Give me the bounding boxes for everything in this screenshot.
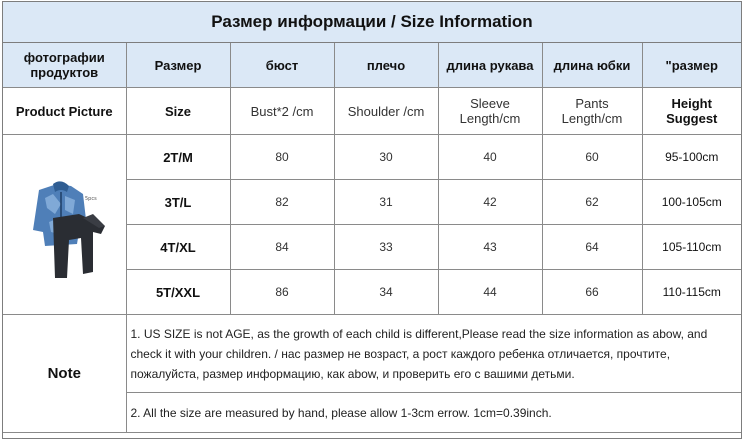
header-en-pants: Pants Length/cm (542, 88, 642, 135)
header-ru-size: Размер (126, 43, 230, 88)
header-en-sleeve: Sleeve Length/cm (438, 88, 542, 135)
header-row-russian (3, 43, 741, 88)
height-cell: 100-105cm (642, 180, 741, 225)
size-table (3, 43, 741, 433)
header-ru-sleeve: длина рукава (438, 43, 542, 88)
note-label: Note (3, 315, 126, 433)
size-cell: 5T/XXL (126, 270, 230, 315)
shoulder-cell: 30 (334, 135, 438, 180)
product-tag-text: 5pcs (85, 196, 97, 202)
sleeve-cell: 40 (438, 135, 542, 180)
size-cell: 2T/M (126, 135, 230, 180)
bust-cell: 86 (230, 270, 334, 315)
height-cell: 110-115cm (642, 270, 741, 315)
height-cell: 95-100cm (642, 135, 741, 180)
note-text-2: 2. All the size are measured by hand, please allow 1-3cm errow. 1cm=0.39inch. (126, 393, 741, 433)
note-row-1 (3, 315, 741, 393)
table-row (3, 135, 741, 180)
header-ru-height: "размер (642, 43, 741, 88)
product-picture-cell (3, 135, 126, 315)
shoulder-cell: 33 (334, 225, 438, 270)
shoulder-cell: 31 (334, 180, 438, 225)
size-cell: 3T/L (126, 180, 230, 225)
height-cell: 105-110cm (642, 225, 741, 270)
sleeve-cell: 43 (438, 225, 542, 270)
bust-cell: 82 (230, 180, 334, 225)
header-en-size: Size (126, 88, 230, 135)
pants-cell: 66 (542, 270, 642, 315)
header-ru-pants: длина юбки (542, 43, 642, 88)
header-ru-shoulder: плечо (334, 43, 438, 88)
size-cell: 4T/XL (126, 225, 230, 270)
snowsuit-icon (9, 148, 119, 298)
note-text-1: 1. US SIZE is not AGE, as the growth of each child is different,Please read the size information as abow, and check it with your children. / нас размер не возраст, а рост каждого ребенка отличается, прочтите, пожалуйста, размер информацию, как abow, и проверить его с вашими детьми. (126, 315, 741, 393)
header-row-english (3, 88, 741, 135)
sleeve-cell: 44 (438, 270, 542, 315)
bust-cell: 80 (230, 135, 334, 180)
header-en-picture: Product Picture (3, 88, 126, 135)
size-chart (2, 1, 742, 439)
header-en-bust: Bust*2 /cm (230, 88, 334, 135)
header-en-height: Height Suggest (642, 88, 741, 135)
bust-cell: 84 (230, 225, 334, 270)
pants-cell: 62 (542, 180, 642, 225)
chart-title: Размер информации / Size Information (3, 2, 741, 43)
header-en-shoulder: Shoulder /cm (334, 88, 438, 135)
header-ru-picture: фотографии продуктов (3, 43, 126, 88)
shoulder-cell: 34 (334, 270, 438, 315)
sleeve-cell: 42 (438, 180, 542, 225)
header-ru-bust: бюст (230, 43, 334, 88)
pants-cell: 64 (542, 225, 642, 270)
pants-cell: 60 (542, 135, 642, 180)
